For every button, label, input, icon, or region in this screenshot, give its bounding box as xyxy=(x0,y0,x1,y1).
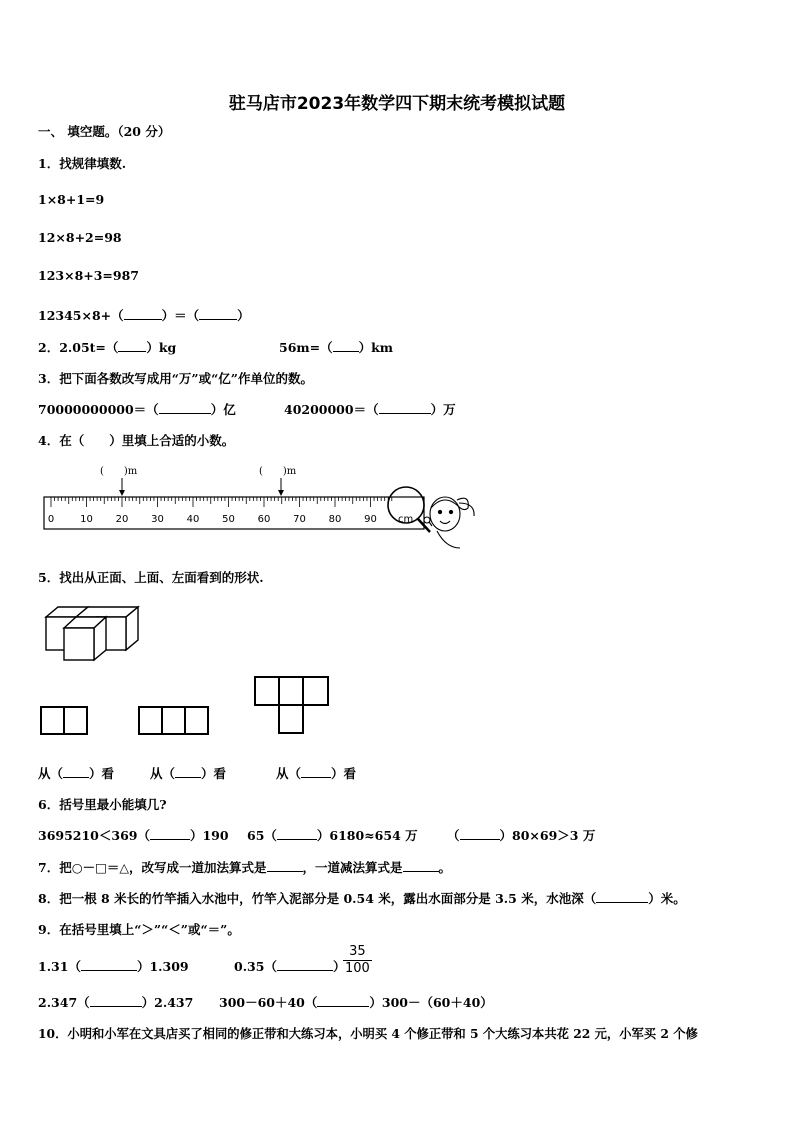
q9-a-pre: 1.31（ xyxy=(38,959,81,974)
ruler-tick-label: 90 xyxy=(364,514,377,525)
answer-blank[interactable] xyxy=(301,765,331,778)
q1-row2: 12×8+2=98 xyxy=(38,230,122,245)
q4-prompt: 4．在（ ）里填上合适的小数。 xyxy=(38,433,235,448)
q9-prompt: 9．在括号里填上“＞”“＜”或“＝”。 xyxy=(38,922,240,937)
answer-blank[interactable] xyxy=(277,827,317,840)
q7-a: 7．把○－□＝△，改写成一道加法算式是 xyxy=(38,860,267,875)
q9-d-pre: 300－60＋40（ xyxy=(219,995,318,1010)
ruler-tick-label: 30 xyxy=(151,514,164,525)
q7-b: ，一道减法算式是 xyxy=(302,860,403,875)
answer-blank[interactable] xyxy=(63,765,89,778)
view-label-post: ）看 xyxy=(89,766,115,781)
q2-b-pre: 56m=（ xyxy=(279,340,333,355)
ruler-tick-label: 0 xyxy=(47,514,55,525)
q9-b-post: ） xyxy=(332,959,346,974)
answer-blank[interactable] xyxy=(81,958,137,971)
fraction-numerator: 35 xyxy=(343,944,372,961)
view-shape-a xyxy=(41,707,87,734)
q2-b-post: ）km xyxy=(358,340,393,355)
q8 xyxy=(38,889,686,907)
q9-d-post: ）300－（60＋40） xyxy=(369,995,493,1010)
ruler-tick-label: 50 xyxy=(222,514,235,525)
q3-a-post: ）亿 xyxy=(210,402,236,417)
girl-cartoon-icon xyxy=(424,497,474,548)
answer-blank[interactable] xyxy=(277,958,333,971)
q7-c: 。 xyxy=(438,860,452,875)
q9-a-post: ）1.309 xyxy=(136,959,189,974)
view-shape-b xyxy=(139,707,208,734)
q8-a: 8．把一根 8 米长的竹竿插入水池中，竹竿入泥部分是 0.54 米，露出水面部分是 3.5 米，水池深（ xyxy=(38,891,597,906)
q9-b xyxy=(234,957,345,975)
ruler-tick-label: 20 xyxy=(115,514,129,525)
q5-view-b xyxy=(150,764,226,782)
q3-a-pre: 70000000000＝（ xyxy=(38,402,159,417)
ruler-tick-label: 80 xyxy=(328,514,342,525)
q9-c xyxy=(38,993,193,1011)
answer-blank[interactable] xyxy=(175,765,201,778)
view-label-pre: 从（ xyxy=(38,766,64,781)
q1-row4-a: 12345×8+（ xyxy=(38,308,124,323)
answer-blank[interactable] xyxy=(90,994,142,1007)
q5-view-c xyxy=(276,764,356,782)
q9-a xyxy=(38,957,189,975)
q5-prompt: 5．找出从正面、上面、左面看到的形状. xyxy=(38,570,264,585)
fraction xyxy=(343,944,372,977)
q1-row4-b: ）＝（ xyxy=(161,308,200,323)
q6-c-post: ）80×69＞3 万 xyxy=(499,828,596,843)
q8-b: ）米。 xyxy=(648,891,686,906)
q9-b-pre: 0.35（ xyxy=(234,959,277,974)
answer-blank[interactable] xyxy=(267,859,303,872)
answer-blank[interactable] xyxy=(403,859,439,872)
q6-a-post: ）190 xyxy=(189,828,229,843)
q3-b-post: ）万 xyxy=(430,402,456,417)
view-shape-c xyxy=(255,677,328,733)
cube-stack-figure xyxy=(46,607,138,660)
q3-prompt: 3．把下面各数改写成用“万”或“亿”作单位的数。 xyxy=(38,371,313,386)
q9-c-pre: 2.347（ xyxy=(38,995,90,1010)
view-label-pre: 从（ xyxy=(150,766,176,781)
ruler-unit: cm xyxy=(398,514,414,525)
ruler-marker-label: ( )m xyxy=(259,466,297,477)
q6-a-pre: 3695210＜369（ xyxy=(38,828,150,843)
ruler-tick-label: 70 xyxy=(293,514,306,525)
answer-blank[interactable] xyxy=(150,827,190,840)
q6-b xyxy=(247,826,418,844)
view-label-post: ）看 xyxy=(201,766,227,781)
answer-blank[interactable] xyxy=(460,827,500,840)
q6-a xyxy=(38,826,229,844)
q10: 10．小明和小军在文具店买了相同的修正带和大练习本，小明买 4 个修正带和 5 个大练习本共花 22 元，小军买 2 个修 xyxy=(38,1026,698,1041)
q7 xyxy=(38,858,451,876)
page-title: 驻马店市2023年数学四下期末统考模拟试题 xyxy=(228,94,566,114)
ruler-tick-label: 60 xyxy=(257,514,271,525)
view-label-pre: 从（ xyxy=(276,766,302,781)
q6-prompt: 6．括号里最小能填几? xyxy=(38,797,167,812)
q5-view-a xyxy=(38,764,114,782)
answer-blank[interactable] xyxy=(596,890,648,903)
q6-b-pre: 65（ xyxy=(247,828,277,843)
answer-blank[interactable] xyxy=(317,994,369,1007)
q2-a-pre: 2．2.05t=（ xyxy=(38,340,119,355)
q1-row4-c: ） xyxy=(237,308,250,323)
q9-c-post: ）2.437 xyxy=(141,995,194,1010)
section-heading: 一、 填空题。（20 分） xyxy=(38,124,171,139)
ruler-tick-label: 40 xyxy=(186,514,200,525)
ruler-tick-label: 10 xyxy=(80,514,93,525)
q2-a-post: ）kg xyxy=(146,340,177,355)
q9-d xyxy=(219,993,493,1011)
view-label-post: ）看 xyxy=(331,766,357,781)
q1-row1: 1×8+1=9 xyxy=(38,192,105,207)
q6-b-post: ）6180≈654 万 xyxy=(316,828,418,843)
fraction-denominator: 100 xyxy=(345,961,370,976)
q1-prompt: 1．找规律填数. xyxy=(38,156,127,171)
q1-row3: 123×8+3=987 xyxy=(38,268,140,283)
q3-b-pre: 40200000＝（ xyxy=(284,402,379,417)
q6-c-pre: （ xyxy=(447,828,460,843)
ruler-marker-label: ( )m xyxy=(100,466,138,477)
q6-c xyxy=(447,826,595,844)
